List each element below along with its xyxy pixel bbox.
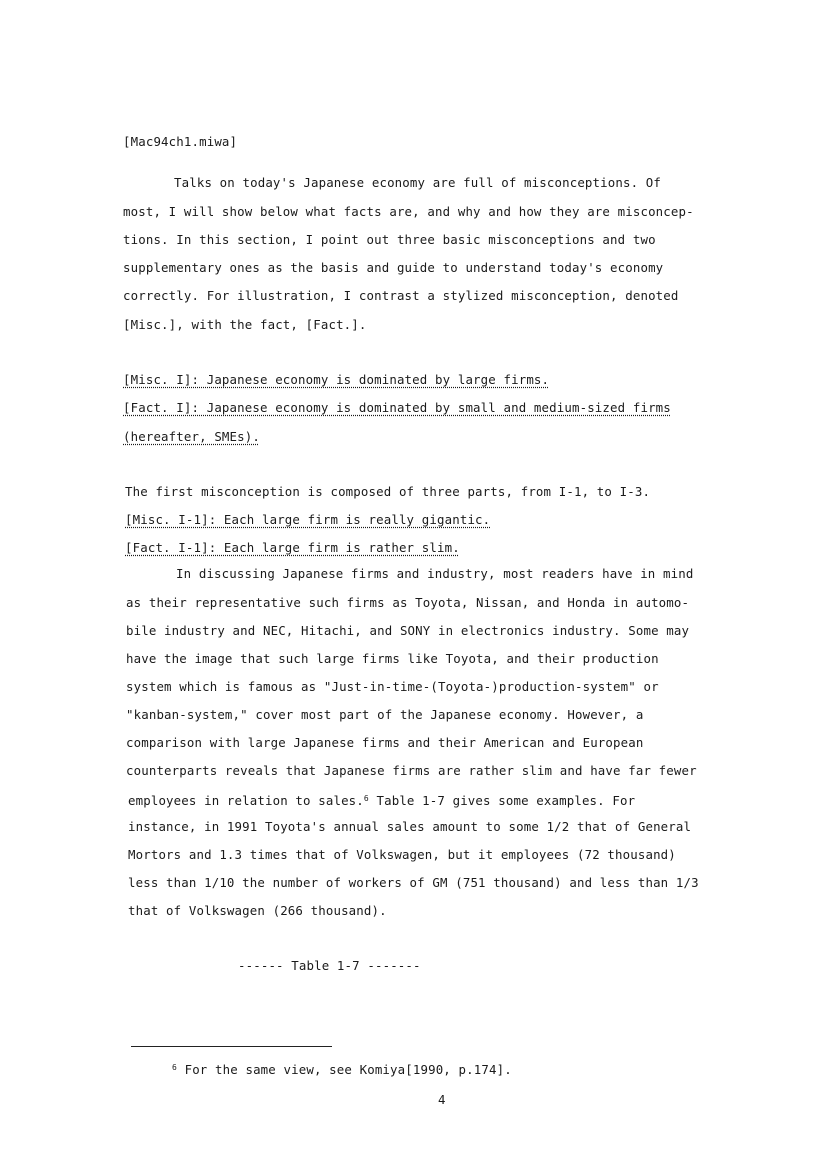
intro-line: supplementary ones as the basis and guide to understand today's economy: [123, 260, 664, 275]
fact-statement: [Fact. I]: Japanese economy is dominated by small and medium-sized firms: [123, 400, 671, 415]
body-line: as their representative such firms as Toyota, Nissan, and Honda in automo-: [126, 595, 690, 610]
footnote-text: For the same view, see Komiya[1990, p.174].: [176, 1062, 512, 1077]
intro-line: tions. In this section, I point out three basic misconceptions and two: [123, 232, 656, 247]
body-line: "kanban-system," cover most part of the Japanese economy. However, a: [126, 707, 644, 722]
footnote-divider: [131, 1046, 332, 1047]
footnote-marker: 6: [172, 1063, 177, 1072]
body-line: bile industry and NEC, Hitachi, and SONY in electronics industry. Some may: [126, 623, 690, 638]
body-line: less than 1/10 the number of workers of GM (751 thousand) and less than 1/3: [128, 875, 699, 890]
body-line: instance, in 1991 Toyota's annual sales amount to some 1/2 that of General: [128, 819, 692, 834]
footnote-reference[interactable]: 6: [363, 794, 369, 803]
body-line: have the image that such large firms like Toyota, and their production: [126, 651, 659, 666]
table-placeholder: ------ Table 1-7 -------: [238, 958, 421, 973]
body-line-text: employees in relation to sales.: [128, 793, 364, 808]
fact-statement-continued: (hereafter, SMEs).: [123, 429, 260, 444]
section-intro: The first misconception is composed of three parts, from I-1, to I-3.: [125, 484, 651, 499]
misc-statement: [Misc. I]: Japanese economy is dominated by large firms.: [123, 372, 550, 387]
body-line: system which is famous as "Just-in-time-(Toyota-)production-system" or: [126, 679, 659, 694]
body-line: that of Volkswagen (266 thousand).: [128, 903, 387, 918]
body-line: comparison with large Japanese firms and their American and European: [126, 735, 644, 750]
body-line-text: Table 1-7 gives some examples. For: [368, 793, 636, 808]
file-tag: [Mac94ch1.miwa]: [123, 134, 238, 149]
intro-line: correctly. For illustration, I contrast a stylized misconception, denoted: [123, 288, 679, 303]
intro-line: most, I will show below what facts are, and why and how they are misconcep-: [123, 204, 694, 219]
intro-line: Talks on today's Japanese economy are full of misconceptions. Of: [174, 175, 662, 190]
intro-line: [Misc.], with the fact, [Fact.].: [123, 317, 367, 332]
body-line: In discussing Japanese firms and industry, most readers have in mind: [176, 566, 694, 581]
page-number: 4: [438, 1092, 446, 1107]
body-line: Mortors and 1.3 times that of Volkswagen, but it employees (72 thousand): [128, 847, 676, 862]
fact-statement: [Fact. I-1]: Each large firm is rather slim.: [125, 540, 460, 555]
body-line: counterparts reveals that Japanese firms are rather slim and have far fewer: [126, 763, 697, 778]
misc-statement: [Misc. I-1]: Each large firm is really gigantic.: [125, 512, 491, 527]
footnote: [172, 1060, 512, 1078]
body-line-with-footnote: [128, 791, 635, 809]
